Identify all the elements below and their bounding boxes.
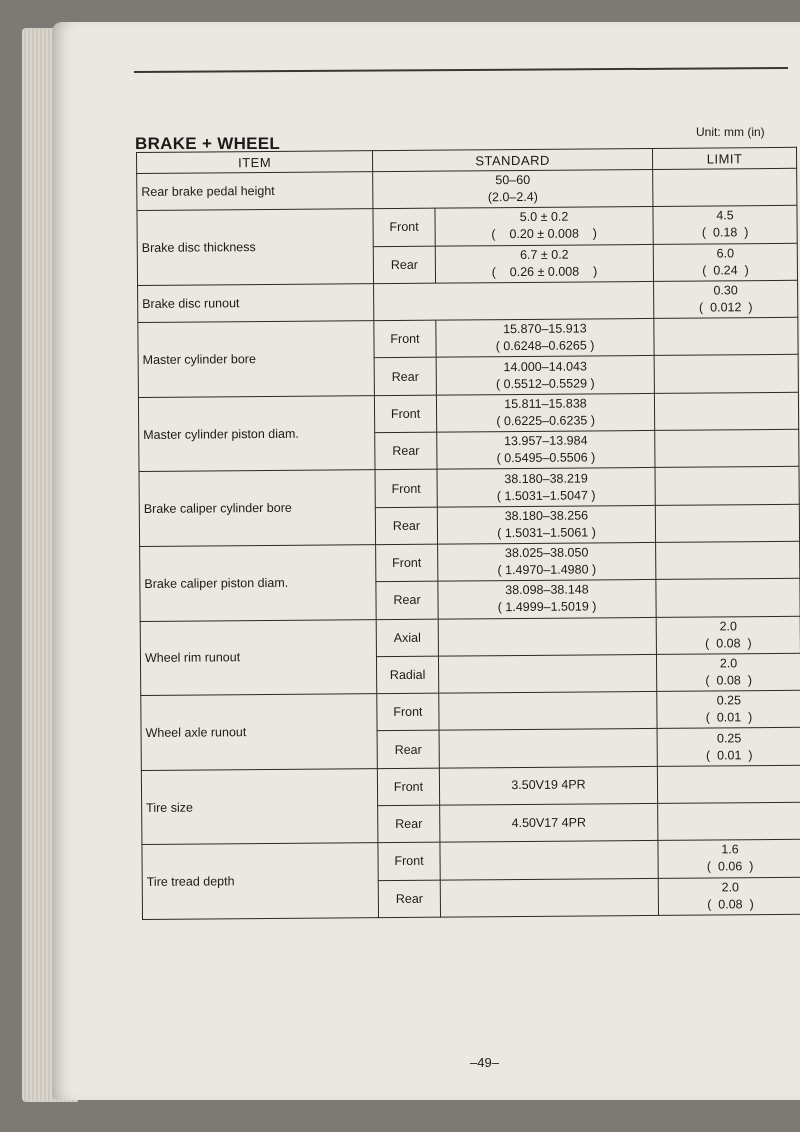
limit-cell: [656, 616, 800, 654]
standard-cell: [438, 580, 656, 619]
standard-value: 13.957–13.984: [504, 433, 588, 449]
limit-cell: [654, 355, 798, 393]
position-label: Front: [392, 555, 422, 571]
limit-cell: [658, 802, 800, 840]
limit-value-inch: ( 0.08 ): [705, 635, 752, 651]
standard-cell: [436, 393, 654, 432]
item-label: Rear brake pedal height: [141, 184, 275, 200]
standard-value: 38.025–38.050: [504, 545, 589, 561]
standard-value: 38.098–38.148: [505, 582, 589, 598]
limit-value-inch: ( 0.06 ): [706, 859, 754, 875]
limit-value: 6.0: [716, 246, 735, 261]
standard-cell: [440, 878, 658, 917]
position-label: Front: [393, 779, 424, 794]
limit-cell: [654, 317, 798, 355]
item-cell: [141, 768, 378, 844]
standard-cell: [373, 169, 653, 208]
standard-value: 3.50V19 4PR: [511, 777, 586, 793]
table-row: [138, 317, 798, 359]
table-row: [138, 392, 798, 434]
table-row: [140, 616, 800, 658]
table-row: [141, 690, 800, 732]
standard-value: 15.870–15.913: [503, 321, 587, 337]
limit-cell: [653, 206, 797, 244]
header-limit: LIMIT: [653, 147, 797, 169]
position-label: Front: [389, 220, 419, 235]
limit-cell: [656, 541, 800, 579]
standard-value-inch: ( 1.5031–1.5061 ): [497, 525, 596, 540]
standard-cell: [437, 431, 655, 470]
item-cell: [142, 843, 379, 920]
standard-cell: [435, 244, 653, 283]
item-cell: [140, 619, 377, 695]
standard-value-inch: ( 0.5495–0.5506 ): [496, 450, 596, 466]
standard-value-inch: ( 1.4970–1.4980 ): [497, 562, 597, 578]
standard-cell: [438, 542, 656, 581]
limit-value: 0.25: [716, 730, 742, 746]
header-item: ITEM: [137, 151, 373, 174]
position-cell: [374, 358, 436, 396]
item-label: Brake caliper piston diam.: [144, 575, 289, 591]
item-cell: [138, 395, 375, 471]
position-label: Front: [390, 406, 421, 421]
table-row: [139, 467, 799, 509]
position-cell: [373, 246, 435, 284]
limit-value: 2.0: [719, 656, 738, 671]
item-label: Brake disc runout: [142, 296, 240, 311]
position-cell: [377, 768, 439, 806]
position-cell: [377, 693, 439, 731]
standard-cell: [438, 617, 656, 656]
position-label: Rear: [390, 257, 418, 272]
standard-value-inch: ( 1.5031–1.5047 ): [496, 487, 596, 503]
item-label: Tire tread depth: [146, 874, 235, 890]
limit-cell: [658, 840, 800, 878]
limit-cell: [654, 392, 798, 430]
limit-cell: [655, 429, 799, 467]
position-cell: [376, 619, 438, 657]
limit-cell: [657, 728, 800, 766]
position-cell: [378, 880, 440, 918]
item-label: Brake disc thickness: [141, 240, 256, 256]
item-cell: [141, 694, 378, 770]
standard-value: 6.7 ± 0.2: [519, 247, 569, 262]
spec-table-body: [137, 168, 800, 919]
spec-table: [136, 147, 800, 920]
limit-cell: [657, 690, 800, 728]
item-label: Tire size: [146, 800, 193, 815]
position-label: Front: [393, 705, 423, 720]
standard-cell: [440, 841, 658, 880]
position-label: Rear: [392, 444, 420, 459]
limit-value: 1.6: [721, 842, 739, 857]
unit-note: Unit: mm (in): [696, 125, 765, 139]
limit-value: 2.0: [721, 880, 740, 895]
item-cell: [140, 545, 377, 621]
position-label: Rear: [395, 891, 423, 906]
position-cell: [373, 208, 435, 246]
item-cell: [137, 209, 374, 285]
table-row: [142, 840, 800, 882]
section-title: BRAKE + WHEEL: [135, 134, 281, 153]
limit-value-inch: ( 0.08 ): [705, 673, 753, 688]
item-cell: [139, 470, 376, 546]
standard-cell: [436, 319, 654, 358]
standard-cell: [437, 468, 655, 507]
position-label: Rear: [391, 369, 419, 384]
page-number: –49–: [470, 1055, 499, 1070]
limit-value-inch: ( 0.01 ): [705, 710, 753, 725]
position-cell: [376, 581, 438, 619]
position-cell: [375, 470, 437, 508]
standard-value: 15.811–15.838: [504, 396, 587, 412]
header-standard: STANDARD: [372, 148, 652, 171]
table-row: [137, 206, 797, 248]
table-row: [140, 541, 800, 583]
limit-value-inch: ( 0.18 ): [701, 225, 749, 240]
standard-value-inch: ( 0.6225–0.6235 ): [496, 413, 596, 429]
standard-value-inch: ( 0.5512–0.5529 ): [495, 376, 595, 391]
position-cell: [374, 320, 436, 358]
item-label: Wheel axle runout: [145, 725, 247, 740]
position-cell: [378, 805, 440, 843]
standard-cell: [435, 207, 653, 246]
item-label: Wheel rim runout: [144, 650, 241, 666]
limit-cell: [653, 243, 797, 281]
item-label: Master cylinder bore: [142, 352, 256, 367]
standard-cell: [439, 766, 657, 805]
standard-value: 5.0 ± 0.2: [519, 210, 569, 225]
limit-value-inch: ( 0.24 ): [702, 262, 749, 278]
limit-cell: [657, 765, 800, 803]
limit-value: 2.0: [719, 618, 737, 634]
standard-value: 38.180–38.219: [504, 470, 588, 486]
standard-value-inch: ( 0.6248–0.6265 ): [495, 338, 595, 354]
item-cell: [138, 321, 375, 397]
limit-value-inch: ( 0.08 ): [707, 896, 754, 912]
position-label: Rear: [392, 518, 421, 533]
item-cell: [138, 284, 374, 323]
standard-cell: [436, 356, 654, 395]
standard-value: 38.180–38.256: [504, 508, 589, 523]
position-label: Front: [391, 481, 421, 496]
standard-cell: [438, 654, 656, 693]
standard-value: 50–60: [495, 173, 531, 188]
position-cell: [375, 507, 437, 545]
standard-cell: [374, 281, 654, 320]
standard-cell: [439, 692, 657, 731]
limit-value: 0.30: [713, 283, 738, 298]
position-label: Rear: [393, 593, 421, 608]
table-row: [138, 280, 798, 322]
position-cell: [376, 544, 438, 582]
table-row: [141, 765, 800, 807]
position-cell: [375, 432, 437, 470]
position-label: Rear: [394, 742, 422, 757]
table-row: [137, 168, 797, 210]
limit-cell: [655, 504, 799, 542]
item-cell: [137, 172, 373, 211]
limit-value-inch: ( 0.012 ): [698, 300, 753, 315]
position-label: Front: [394, 854, 424, 869]
position-cell: [377, 731, 439, 769]
standard-value-inch: ( 0.26 ± 0.008 ): [491, 264, 598, 279]
item-label: Master cylinder piston diam.: [143, 426, 299, 442]
position-label: Front: [390, 332, 420, 347]
standard-value-inch: (2.0–2.4): [487, 189, 538, 205]
limit-cell: [653, 168, 797, 206]
limit-value-inch: ( 0.01 ): [705, 747, 753, 763]
limit-value: 4.5: [716, 208, 734, 223]
standard-cell: [439, 729, 657, 768]
standard-value: 14.000–14.043: [503, 359, 587, 374]
limit-value: 0.25: [716, 693, 742, 708]
position-label: Axial: [393, 630, 421, 645]
item-label: Brake caliper cylinder bore: [143, 500, 292, 517]
position-cell: [378, 842, 440, 880]
position-cell: [374, 395, 436, 433]
limit-cell: [656, 579, 800, 617]
standard-cell: [440, 803, 658, 842]
limit-cell: [656, 653, 800, 691]
limit-cell: [655, 467, 799, 505]
standard-cell: [437, 505, 655, 544]
standard-value: 4.50V17 4PR: [511, 815, 587, 830]
limit-cell: [658, 877, 800, 915]
position-cell: [376, 656, 438, 694]
position-label: Radial: [389, 667, 426, 683]
standard-value-inch: ( 0.20 ± 0.008 ): [491, 226, 597, 242]
standard-value-inch: ( 1.4999–1.5019 ): [497, 599, 597, 615]
position-label: Rear: [395, 816, 423, 832]
limit-cell: [654, 280, 798, 318]
